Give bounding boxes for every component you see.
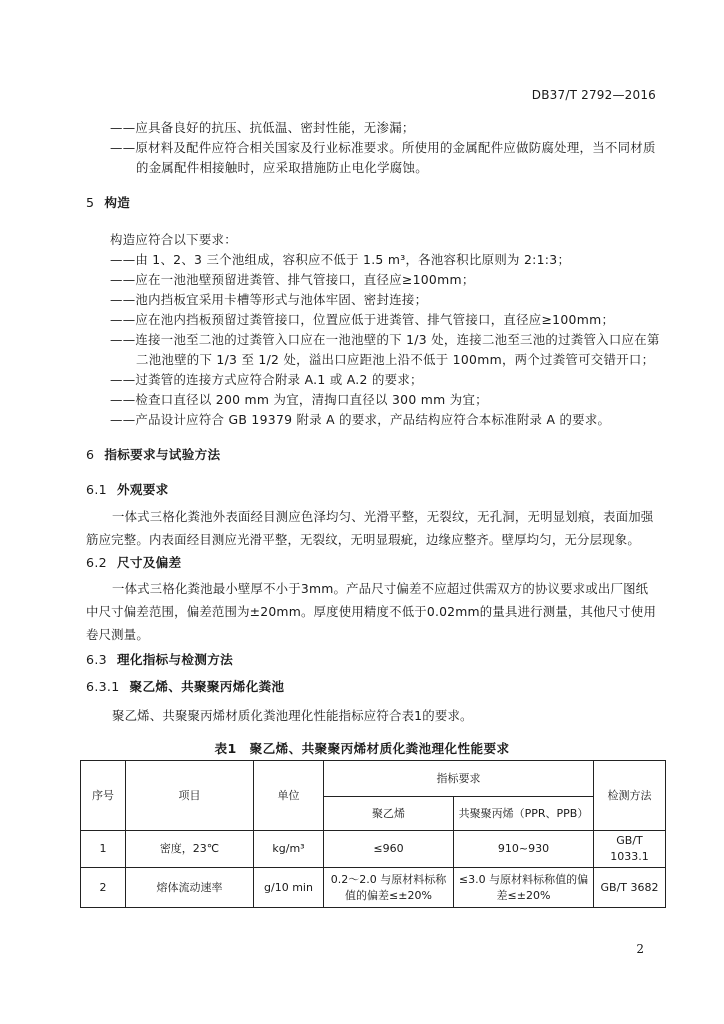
header-requirement: 指标要求 <box>324 761 594 797</box>
cell-item: 密度，23℃ <box>126 831 254 868</box>
section-number: 6.1 <box>86 482 107 497</box>
header-unit: 单位 <box>254 761 324 831</box>
cell-item: 熔体流动速率 <box>126 868 254 908</box>
section-number: 5 <box>86 195 95 210</box>
table-caption: 表1 聚乙烯、共聚聚丙烯材质化粪池理化性能要求 <box>214 741 510 756</box>
header-method: 检测方法 <box>594 761 666 831</box>
cell-pe: 0.2～2.0 与原材料标称值的偏差≤±20% <box>324 868 454 908</box>
requirement-item-continuation: 的金属配件相接触时，应采取措施防止电化学腐蚀。 <box>136 160 428 175</box>
section-number: 6.2 <box>86 555 107 570</box>
construction-item: ——检查口直径以 200 mm 为宜，清掏口直径以 300 mm 为宜； <box>110 392 488 407</box>
cell-method: GB/T 1033.1 <box>594 831 666 868</box>
section-title: 指标要求与试验方法 <box>104 447 221 462</box>
table-header-row <box>81 761 666 797</box>
construction-item: ——过粪管的连接方式应符合附录 A.1 或 A.2 的要求； <box>110 372 423 387</box>
section-6-3-heading <box>86 650 233 670</box>
section-number: 6 <box>86 447 95 462</box>
standard-code-header: DB37/T 2792—2016 <box>531 88 656 102</box>
header-ppr: 共聚聚丙烯（PPR、PPB） <box>454 797 594 831</box>
section-title: 聚乙烯、共聚聚丙烯化粪池 <box>129 679 285 694</box>
dimension-tolerance-text: 一体式三格化粪池最小壁厚不小于3mm。产品尺寸偏差不应超过供需双方的协议要求或出厂图纸中尺寸偏差范围，偏差范围为±20mm。厚度使用精度不低于0.02mm的量具进行测量，其他尺寸使用卷尺测量。 <box>86 581 657 642</box>
requirement-item: ——应具备良好的抗压、抗低温、密封性能，无渗漏； <box>110 120 415 135</box>
physchem-table <box>80 760 666 908</box>
cell-unit: kg/m³ <box>254 831 324 868</box>
physchem-intro-text: 聚乙烯、共聚聚丙烯材质化粪池理化性能指标应符合表1的要求。 <box>112 708 473 723</box>
construction-item: ——产品设计应符合 GB 19379 附录 A 的要求，产品结构应符合本标准附录 A 的要求。 <box>110 412 611 427</box>
table-row <box>81 831 666 868</box>
cell-unit: g/10 min <box>254 868 324 908</box>
construction-item: ——应在一池池壁预留进粪管、排气管接口，直径应≥100mm； <box>110 272 475 287</box>
construction-item: ——应在池内挡板预留过粪管接口，位置应低于进粪管、排气管接口，直径应≥100mm； <box>110 312 615 327</box>
section-6-3-1-heading <box>86 677 284 697</box>
section-6-heading <box>86 445 220 465</box>
construction-item: ——池内挡板宜采用卡槽等形式与池体牢固、密封连接； <box>110 292 428 307</box>
header-pe: 聚乙烯 <box>324 797 454 831</box>
section-number: 6.3 <box>86 652 107 667</box>
construction-item: ——由 1、2、3 三个池组成，容积应不低于 1.5 m³，各池容积比原则为 2:1:3； <box>110 252 571 267</box>
section-5-heading <box>86 193 130 213</box>
cell-ppr: ≤3.0 与原材料标称值的偏差≤±20% <box>454 868 594 908</box>
cell-no: 1 <box>81 831 126 868</box>
requirement-item: ——原材料及配件应符合相关国家及行业标准要求。所使用的金属配件应做防腐处理，当不同材质 <box>110 140 656 155</box>
cell-method: GB/T 3682 <box>594 868 666 908</box>
section-6-2-heading <box>86 553 181 573</box>
table-row <box>81 868 666 908</box>
construction-item: ——连接一池至二池的过粪管入口应在一池池壁的下 1/3 处，连接二池至三池的过粪管入口应在第 <box>110 332 660 347</box>
cell-pe: ≤960 <box>324 831 454 868</box>
section-5-intro: 构造应符合以下要求： <box>110 232 237 247</box>
cell-ppr: 910~930 <box>454 831 594 868</box>
section-title: 外观要求 <box>116 482 169 497</box>
appearance-requirement-text: 一体式三格化粪池外表面经目测应色泽均匀、光滑平整，无裂纹，无孔洞，无明显划痕，表面加强筋应完整。内表面经目测应光滑平整，无裂纹，无明显瑕疵，边缘应整齐。壁厚均匀，无分层现象。 <box>86 509 654 547</box>
cell-no: 2 <box>81 868 126 908</box>
construction-item-continuation: 二池池壁的下 1/3 至 1/2 处，溢出口应距池上沿不低于 100mm，两个过粪管可交错开口； <box>136 352 655 367</box>
section-6-1-heading <box>86 480 169 500</box>
section-title: 理化指标与检测方法 <box>116 652 233 667</box>
section-title: 构造 <box>104 195 131 210</box>
header-no: 序号 <box>81 761 126 831</box>
header-item: 项目 <box>126 761 254 831</box>
section-number: 6.3.1 <box>86 679 120 694</box>
section-title: 尺寸及偏差 <box>116 555 182 570</box>
page-number: 2 <box>636 942 644 956</box>
